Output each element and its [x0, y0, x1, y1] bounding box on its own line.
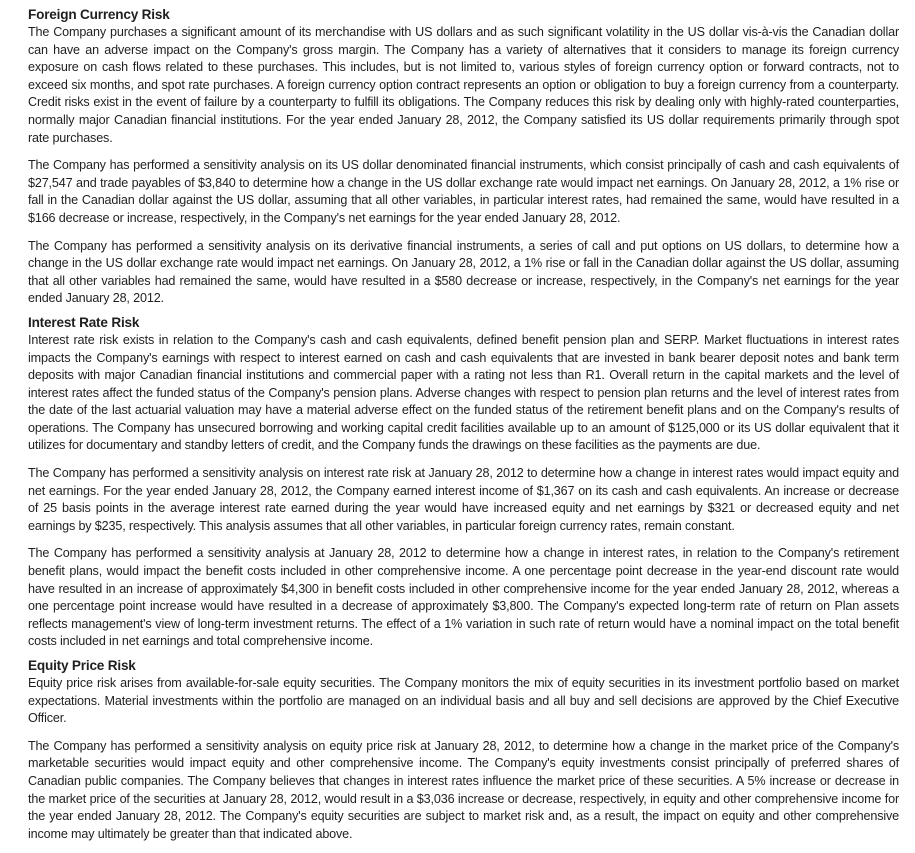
- paragraph: The Company has performed a sensitivity analysis on its US dollar denominated financial instruments, which consist principally of cash and cash equivalents of $27,547 and trade payables of $3,840 to determine how a change in the US dollar exchange rate would impact net earnings. On January 28, 2012, a 1% rise or fall in the Canadian dollar against the US dollar, assuming that all other variables, in particular interest rates, had remained the same, would have resulted in a $166 decrease or increase, respectively, in the Company's net earnings for the year ended January 28, 2012.: [28, 158, 899, 225]
- document-body: [28, 6, 899, 849]
- paragraph: Interest rate risk exists in relation to the Company's cash and cash equivalents, defined benefit pension plan and SERP. Market fluctuations in interest rates impacts the Company's earnings with respect to interest earned on cash and cash equivalents that are invested in bank bearer deposit notes and bank term deposits with major Canadian financial institutions and commercial paper with a rating not less than R1. Overall return in the capital markets and the level of interest rates affect the funded status of the Company's pension plans. Adverse changes with respect to pension plan returns and the level of interest rates from the date of the last actuarial valuation may have a material adverse effect on the funded status of the retirement benefit plans and on the Company's results of operations. The Company has unsecured borrowing and working capital credit facilities available up to an amount of $125,000 or its US dollar equivalent that it utilizes for documentary and standby letters of credit, and the Company funds the drawings on these facilities as the payments are due.: [28, 332, 899, 453]
- paragraph: The Company purchases a significant amount of its merchandise with US dollars and as such significant volatility in the US dollar vis-à-vis the Canadian dollar can have an adverse impact on the Company's gross margin. The Company has a variety of alternatives that it considers to manage its foreign currency exposure on cash flows related to these purchases. This includes, but is not limited to, various styles of foreign currency option or forward contracts, not to exceed six months, and spot rate purchases. A foreign currency option contract represents an option or obligation to buy a foreign currency from a counterparty. Credit risks exist in the event of failure by a counterparty to fulfill its obligations. The Company reduces this risk by dealing only with highly-rated counterparties, normally major Canadian financial institutions. For the year ended January 28, 2012, the Company satisfied its US dollar requirements primarily through spot rate purchases.: [28, 25, 899, 145]
- section-foreign-currency-risk: [28, 6, 899, 308]
- paragraph: The Company has performed a sensitivity analysis at January 28, 2012 to determine how a change in interest rates, in relation to the Company's retirement benefit plans, would impact the benefit costs included in other comprehensive income. A one percentage point decrease in the year-end discount rate would have resulted in an increase of approximately $4,300 in benefit costs included in other comprehensive income for the year ended January 28, 2012, whereas a one percentage point increase would have resulted in a decrease of approximately $3,800. The Company's expected long-term rate of return on Plan assets reflects management's view of long-term investment returns. The effect of a 1% variation in such rate of return would have a nominal impact on the total benefit costs included in net earnings and total comprehensive income.: [28, 546, 899, 649]
- paragraph: Equity price risk arises from available-for-sale equity securities. The Company monitors the mix of equity securities in its investment portfolio based on market expectations. Material investments within the portfolio are managed on an individual basis and all buy and sell decisions are approved by the Chief Executive Officer.: [28, 676, 899, 726]
- section-heading: Foreign Currency Risk: [28, 7, 170, 22]
- section-heading: Equity Price Risk: [28, 658, 136, 673]
- section-heading: Interest Rate Risk: [28, 314, 140, 330]
- paragraph: The Company has performed a sensitivity analysis on its derivative financial instruments, a series of call and put options on US dollars, to determine how a change in the US dollar exchange rate would impact net earnings. On January 28, 2012, a 1% rise or fall in the Canadian dollar against the US dollar, assuming that all other variables had remained the same, would have resulted in a $580 decrease or increase, respectively, in the Company's net earnings for the year ended January 28, 2012.: [28, 238, 899, 306]
- paragraph: The Company has performed a sensitivity analysis on equity price risk at January 28, 2012, to determine how a change in the market price of the Company's marketable securities would impact equity and other comprehensive income. The Company's equity investments consist principally of preferred shares of Canadian public companies. The Company believes that changes in interest rates influence the market price of these securities. A 5% increase or decrease in the market price of the securities at January 28, 2012, would result in a $3,036 increase or decrease, respectively, in equity and other comprehensive income for the year ended January 28, 2012. The Company's equity securities are subject to market risk and, as a result, the impact on equity and other comprehensive income may ultimately be greater than that indicated above.: [28, 738, 899, 841]
- section-equity-price-risk: [28, 657, 899, 843]
- section-interest-rate-risk: [28, 314, 899, 651]
- paragraph: The Company has performed a sensitivity analysis on interest rate risk at January 28, 2012 to determine how a change in interest rates would impact equity and net earnings. For the year ended January 28, 2012, the Company earned interest income of $1,367 on its cash and cash equivalents. An increase or decrease of 25 basis points in the average interest rate earned during the year would have increased equity and net earnings by $321 or decreased equity and net earnings by $235, respectively. This analysis assumes that all other variables, in particular foreign currency rates, remain constant.: [28, 466, 899, 533]
